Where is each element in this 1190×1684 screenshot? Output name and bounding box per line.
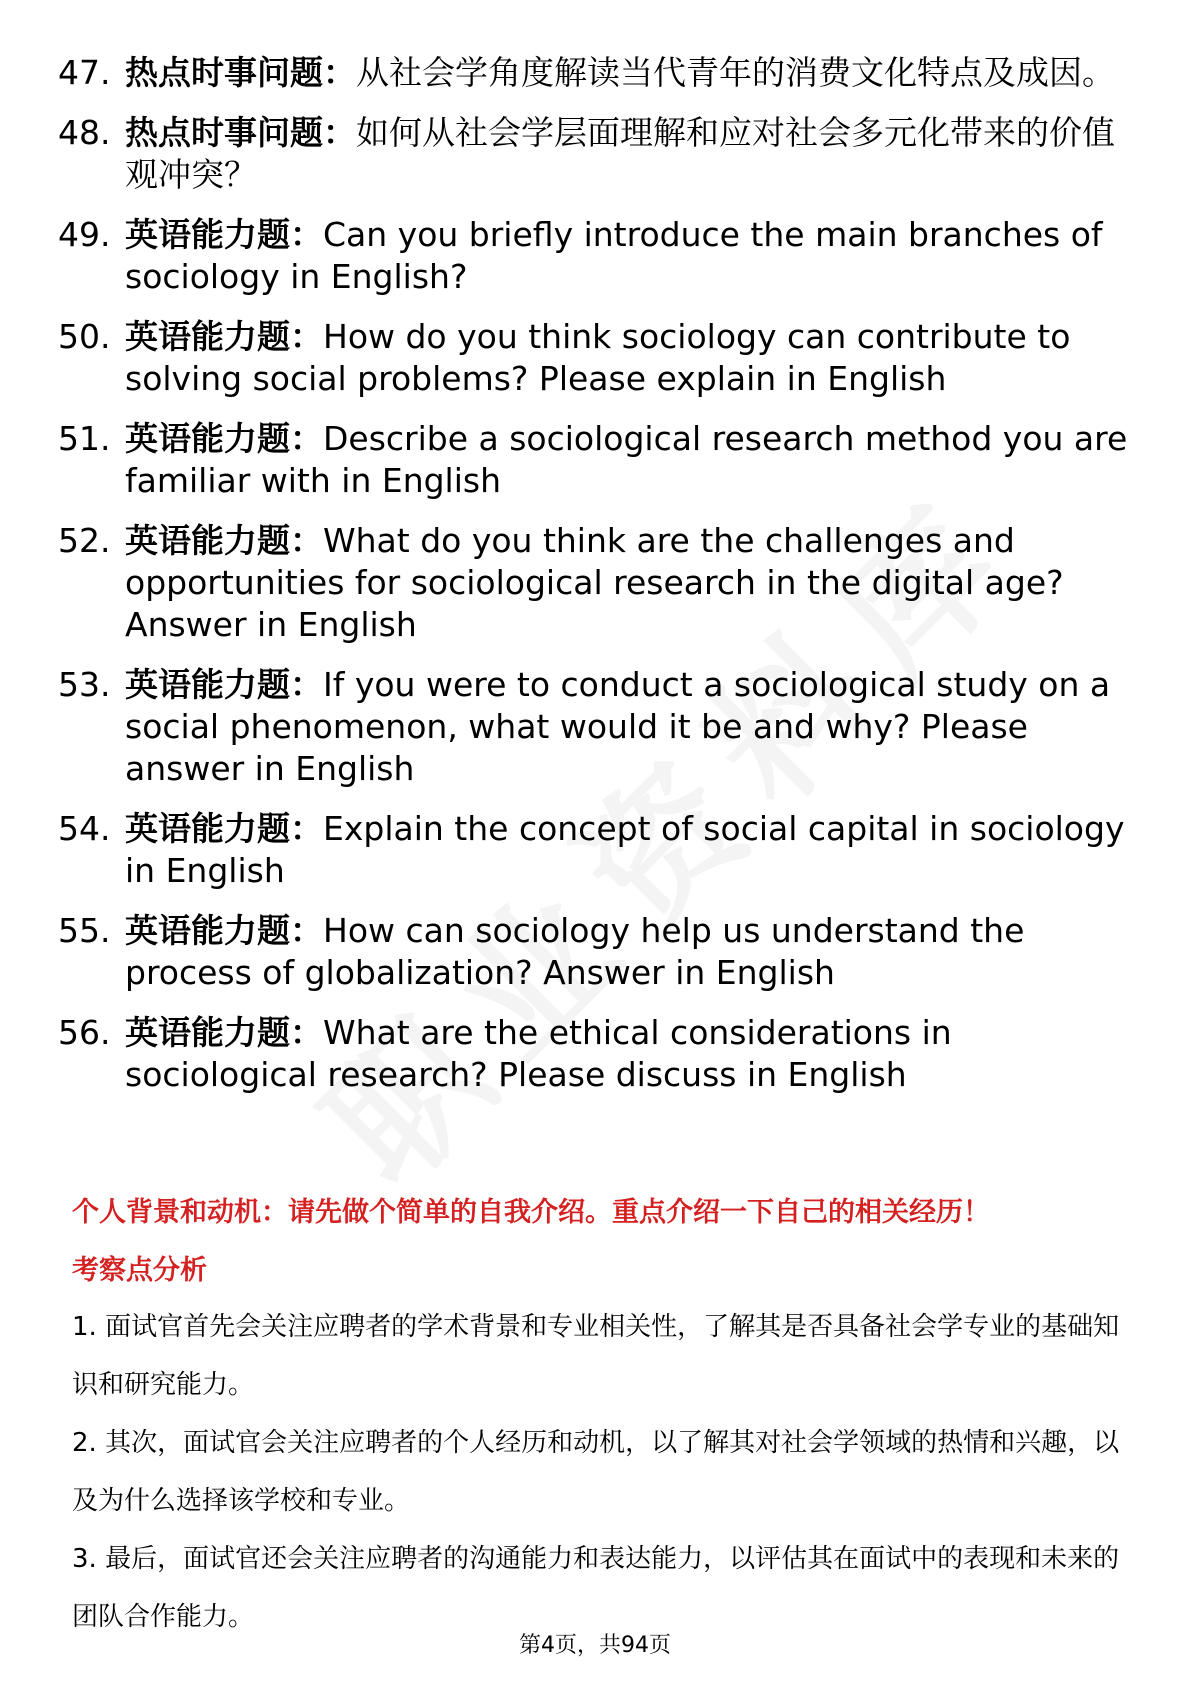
question-text: Can you briefly introduce the main branches of sociology in English? [125,215,1103,296]
question-item [58,316,1138,400]
question-item [58,52,1138,94]
analysis-point: 2. 其次，面试官会关注应聘者的个人经历和动机，以了解其对社会学领域的热情和兴趣，以及为什么选择该学校和专业。 [72,1428,1120,1516]
question-text: What do you think are the challenges and opportunities for sociological research in the digital age? Answer in English [125,521,1064,644]
question-list [58,52,1138,1114]
question-category: 英语能力题： [125,1013,323,1052]
question-number: 52. [58,521,111,560]
question-text: How do you think sociology can contribute to solving social problems? Please explain in English [125,317,1071,398]
section-heading: 个人背景和动机：请先做个简单的自我介绍。重点介绍一下自己的相关经历！ [72,1197,990,1228]
question-number: 48. [58,113,111,152]
question-text: What are the ethical considerations in sociological research? Please discuss in English [125,1013,952,1094]
question-category: 英语能力题： [125,419,323,458]
question-category: 英语能力题： [125,809,323,848]
question-text: 从社会学角度解读当代青年的消费文化特点及成因。 [356,53,1115,92]
question-item [58,808,1138,892]
page-footer: 第4页，共94页 [519,1633,671,1658]
question-category: 英语能力题： [125,215,323,254]
question-number: 50. [58,317,111,356]
question-category: 英语能力题： [125,911,323,950]
question-category: 英语能力题： [125,665,323,704]
question-category: 英语能力题： [125,521,323,560]
analysis-points [72,1298,1127,1646]
question-number: 51. [58,419,111,458]
question-item [58,910,1138,994]
question-category: 热点时事问题： [125,53,356,92]
question-category: 英语能力题： [125,317,323,356]
question-item [58,418,1138,502]
question-number: 56. [58,1013,111,1052]
question-number: 54. [58,809,111,848]
question-item [58,520,1138,646]
question-number: 55. [58,911,111,950]
question-text: If you were to conduct a sociological study on a social phenomenon, what would it be and why? Please answer in English [125,665,1111,788]
question-text: How can sociology help us understand the process of globalization? Answer in English [125,911,1025,992]
question-item [58,112,1138,196]
question-text: 如何从社会学层面理解和应对社会多元化带来的价值观冲突？ [125,113,1115,194]
question-text: Explain the concept of social capital in sociology in English [125,809,1125,890]
question-text: Describe a sociological research method you are familiar with in English [125,419,1128,500]
question-item [58,1012,1138,1096]
analysis-title: 考察点分析 [72,1255,207,1286]
question-number: 49. [58,215,111,254]
question-item [58,664,1138,790]
question-number: 53. [58,665,111,704]
analysis-point: 3. 最后，面试官还会关注应聘者的沟通能力和表达能力，以评估其在面试中的表现和未来的团队合作能力。 [72,1544,1120,1632]
question-number: 47. [58,53,111,92]
question-category: 热点时事问题： [125,113,356,152]
analysis-point: 1. 面试官首先会关注应聘者的学术背景和专业相关性，了解其是否具备社会学专业的基础知识和研究能力。 [72,1312,1120,1400]
question-item [58,214,1138,298]
